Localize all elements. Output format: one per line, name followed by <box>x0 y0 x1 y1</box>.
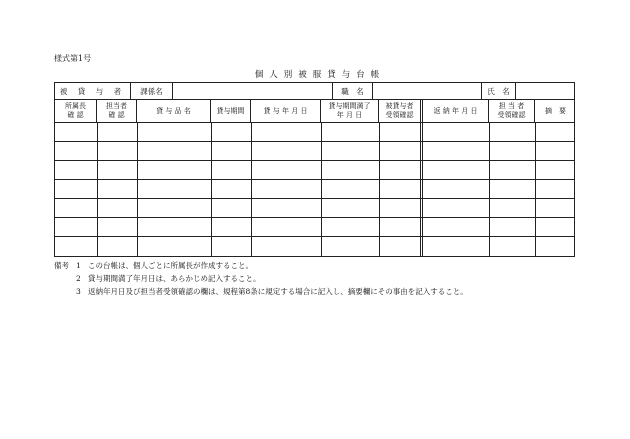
table-row[interactable] <box>55 218 574 237</box>
section-value-field[interactable] <box>173 83 333 99</box>
job-label: 職 名 <box>333 83 373 99</box>
borrower-info-row <box>55 83 574 100</box>
table-row[interactable] <box>55 180 574 199</box>
notes-label: 備考 <box>54 261 69 270</box>
col-head-return-date: 返 納 年 月 日 <box>423 100 489 122</box>
section-label: 課係名 <box>131 83 173 99</box>
name-label: 氏 名 <box>482 83 516 99</box>
borrower-label: 被 貸 与 者 <box>55 83 131 99</box>
ledger-body <box>55 123 574 257</box>
col-head-borrower-receipt: 被貸与者 受領確認 <box>379 100 423 122</box>
col-head-chief-confirm: 所属長 確 認 <box>55 100 97 122</box>
table-row[interactable] <box>55 142 574 161</box>
table-row[interactable] <box>55 237 574 257</box>
column-divider <box>251 123 252 257</box>
note-text: 返納年月日及び担当者受領確認の欄は、規程第8条に規定する場合に記入し、摘要欄にその事由を記入すること。 <box>88 287 468 296</box>
col-head-loan-period: 貸与期間 <box>211 100 251 122</box>
col-head-staff-receipt: 担 当 者 受領確認 <box>489 100 535 122</box>
col-head-staff-confirm: 担当者 確 認 <box>97 100 137 122</box>
table-row[interactable] <box>55 123 574 142</box>
table-row[interactable] <box>55 199 574 218</box>
column-divider <box>211 123 212 257</box>
note-text: この台帳は、個人ごとに所属長が作成すること。 <box>88 261 253 270</box>
page-title: 個人別被服貸与台帳 <box>254 70 386 80</box>
job-value-field[interactable] <box>373 83 482 99</box>
form-number: 様式第1号 <box>54 54 92 63</box>
note-text: 貸与期間満了年月日は、あらかじめ記入すること。 <box>88 274 261 283</box>
table-row[interactable] <box>55 161 574 180</box>
note-number: 2 <box>76 274 81 283</box>
note-item <box>54 285 468 298</box>
note-number: 1 <box>76 261 81 270</box>
column-divider <box>489 123 490 257</box>
column-divider <box>97 123 98 257</box>
column-divider <box>137 123 138 257</box>
column-divider <box>321 123 322 257</box>
column-double-divider <box>420 123 423 257</box>
column-divider <box>535 123 536 257</box>
col-head-item-name: 貸 与 品 名 <box>137 100 211 122</box>
column-divider <box>379 123 380 257</box>
column-header-row <box>55 100 574 123</box>
col-head-expiry-date: 貸与期間満了 年 月 日 <box>321 100 379 122</box>
col-head-loan-date: 貸 与 年 月 日 <box>251 100 321 122</box>
note-number: 3 <box>76 287 81 296</box>
note-item <box>54 259 468 272</box>
col-head-remarks: 摘 要 <box>545 106 566 115</box>
ledger-table <box>54 82 575 257</box>
notes-section <box>54 259 468 298</box>
note-item <box>54 272 468 285</box>
name-value-field[interactable] <box>516 83 576 99</box>
